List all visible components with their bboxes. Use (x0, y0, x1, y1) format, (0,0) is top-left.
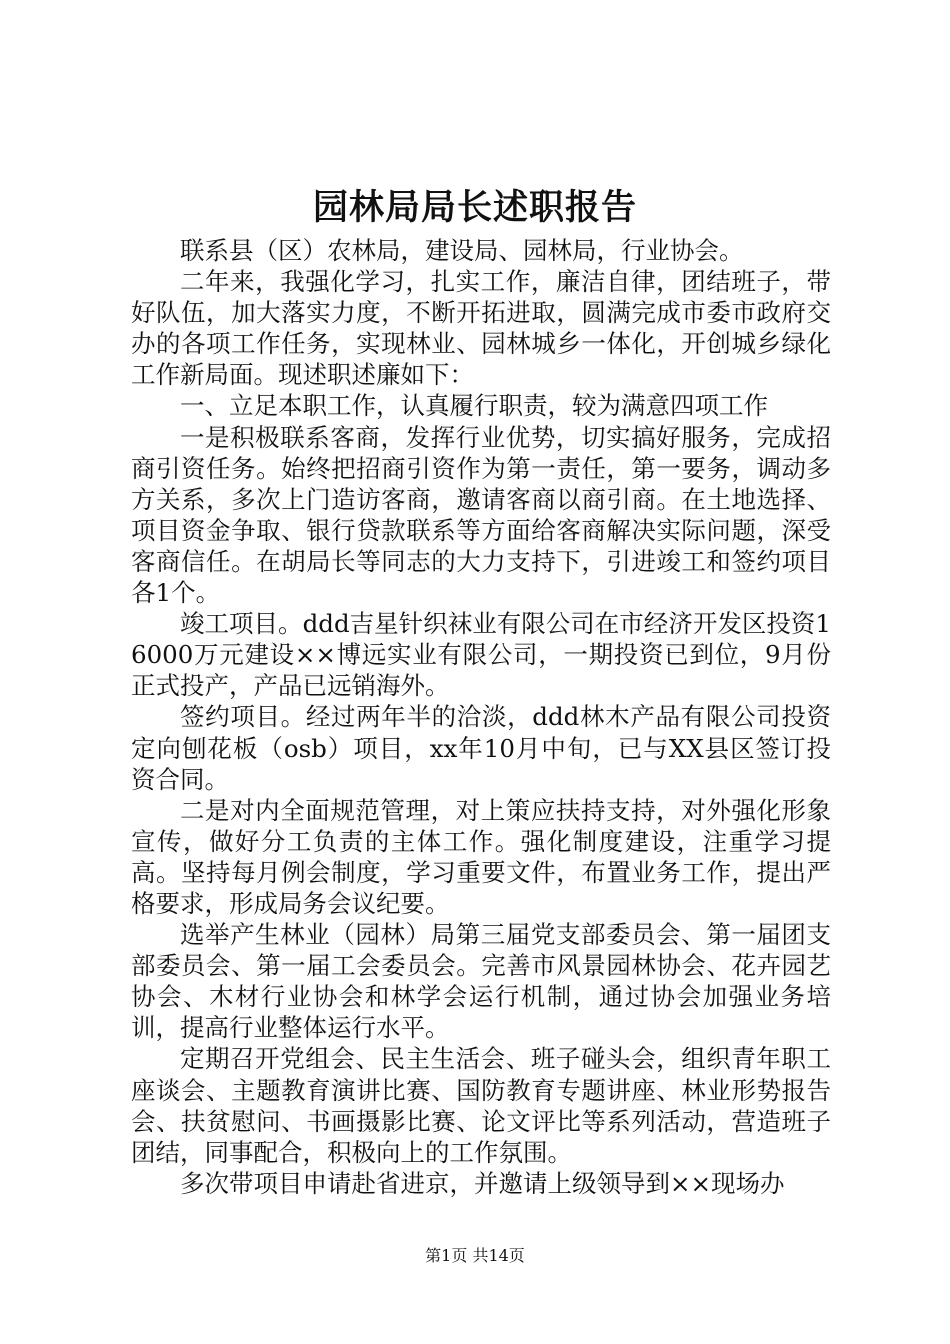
paragraph-8: 定期召开党组会、民主生活会、班子碰头会，组织青年职工座谈会、主题教育演讲比赛、国防教育专题讲座、林业形势报告会、扶贫慰问、书画摄影比赛、论文评比等系列活动，营造班子团结，同事配合，积极向上的工作氛围。 (131, 1044, 831, 1167)
paragraph-9: 多次带项目申请赴省进京，并邀请上级领导到××现场办 (180, 1168, 785, 1198)
paragraph-3: 一是积极联系客商，发挥行业优势，切实搞好服务，完成招商引资任务。始终把招商引资作为第一责任，第一要务，调动多方关系，多次上门造访客商，邀请客商以商引商。在土地选择、项目资金争取、银行贷款联系等方面给客商解决实际问题，深受客商信任。在胡局长等同志的大力支持下，引进竣工和签约项目各1个。 (131, 422, 831, 608)
document-title: 园林局局长述职报告 (312, 187, 637, 228)
document-body (131, 235, 831, 1199)
paragraph-6: 二是对内全面规范管理，对上策应扶持支持，对外强化形象宣传，做好分工负责的主体工作。强化制度建设，注重学习提高。坚持每月例会制度，学习重要文件，布置业务工作，提出严格要求，形成局务会议纪要。 (131, 795, 831, 918)
paragraph-5: 签约项目。经过两年半的洽淡，ddd林木产品有限公司投资定向刨花板（osb）项目，xx年10月中旬，已与XX县区签订投资合同。 (131, 702, 831, 794)
paragraph-4: 竣工项目。ddd吉星针织袜业有限公司在市经济开发区投资16000万元建设××博远实业有限公司，一期投资已到位，9月份正式投产，产品已远销海外。 (131, 609, 831, 701)
paragraph-7: 选举产生林业（园林）局第三届党支部委员会、第一届团支部委员会、第一届工会委员会。完善市风景园林协会、花卉园艺协会、木材行业协会和林学会运行机制，通过协会加强业务培训，提高行业整体运行水平。 (131, 920, 831, 1043)
paragraph-2: 二年来，我强化学习，扎实工作，廉洁自律，团结班子，带好队伍，加大落实力度，不断开拓进取，圆满完成市委市政府交办的各项工作任务，实现林业、园林城乡一体化，开创城乡绿化工作新局面。现述职述廉如下： (131, 267, 831, 390)
paragraph-1: 联系县（区）农林局，建设局、园林局，行业协会。 (180, 236, 744, 265)
section-heading-1: 一、立足本职工作，认真履行职责，较为满意四项工作 (180, 391, 768, 421)
page-number-footer: 第1页 共14页 (425, 1246, 525, 1265)
